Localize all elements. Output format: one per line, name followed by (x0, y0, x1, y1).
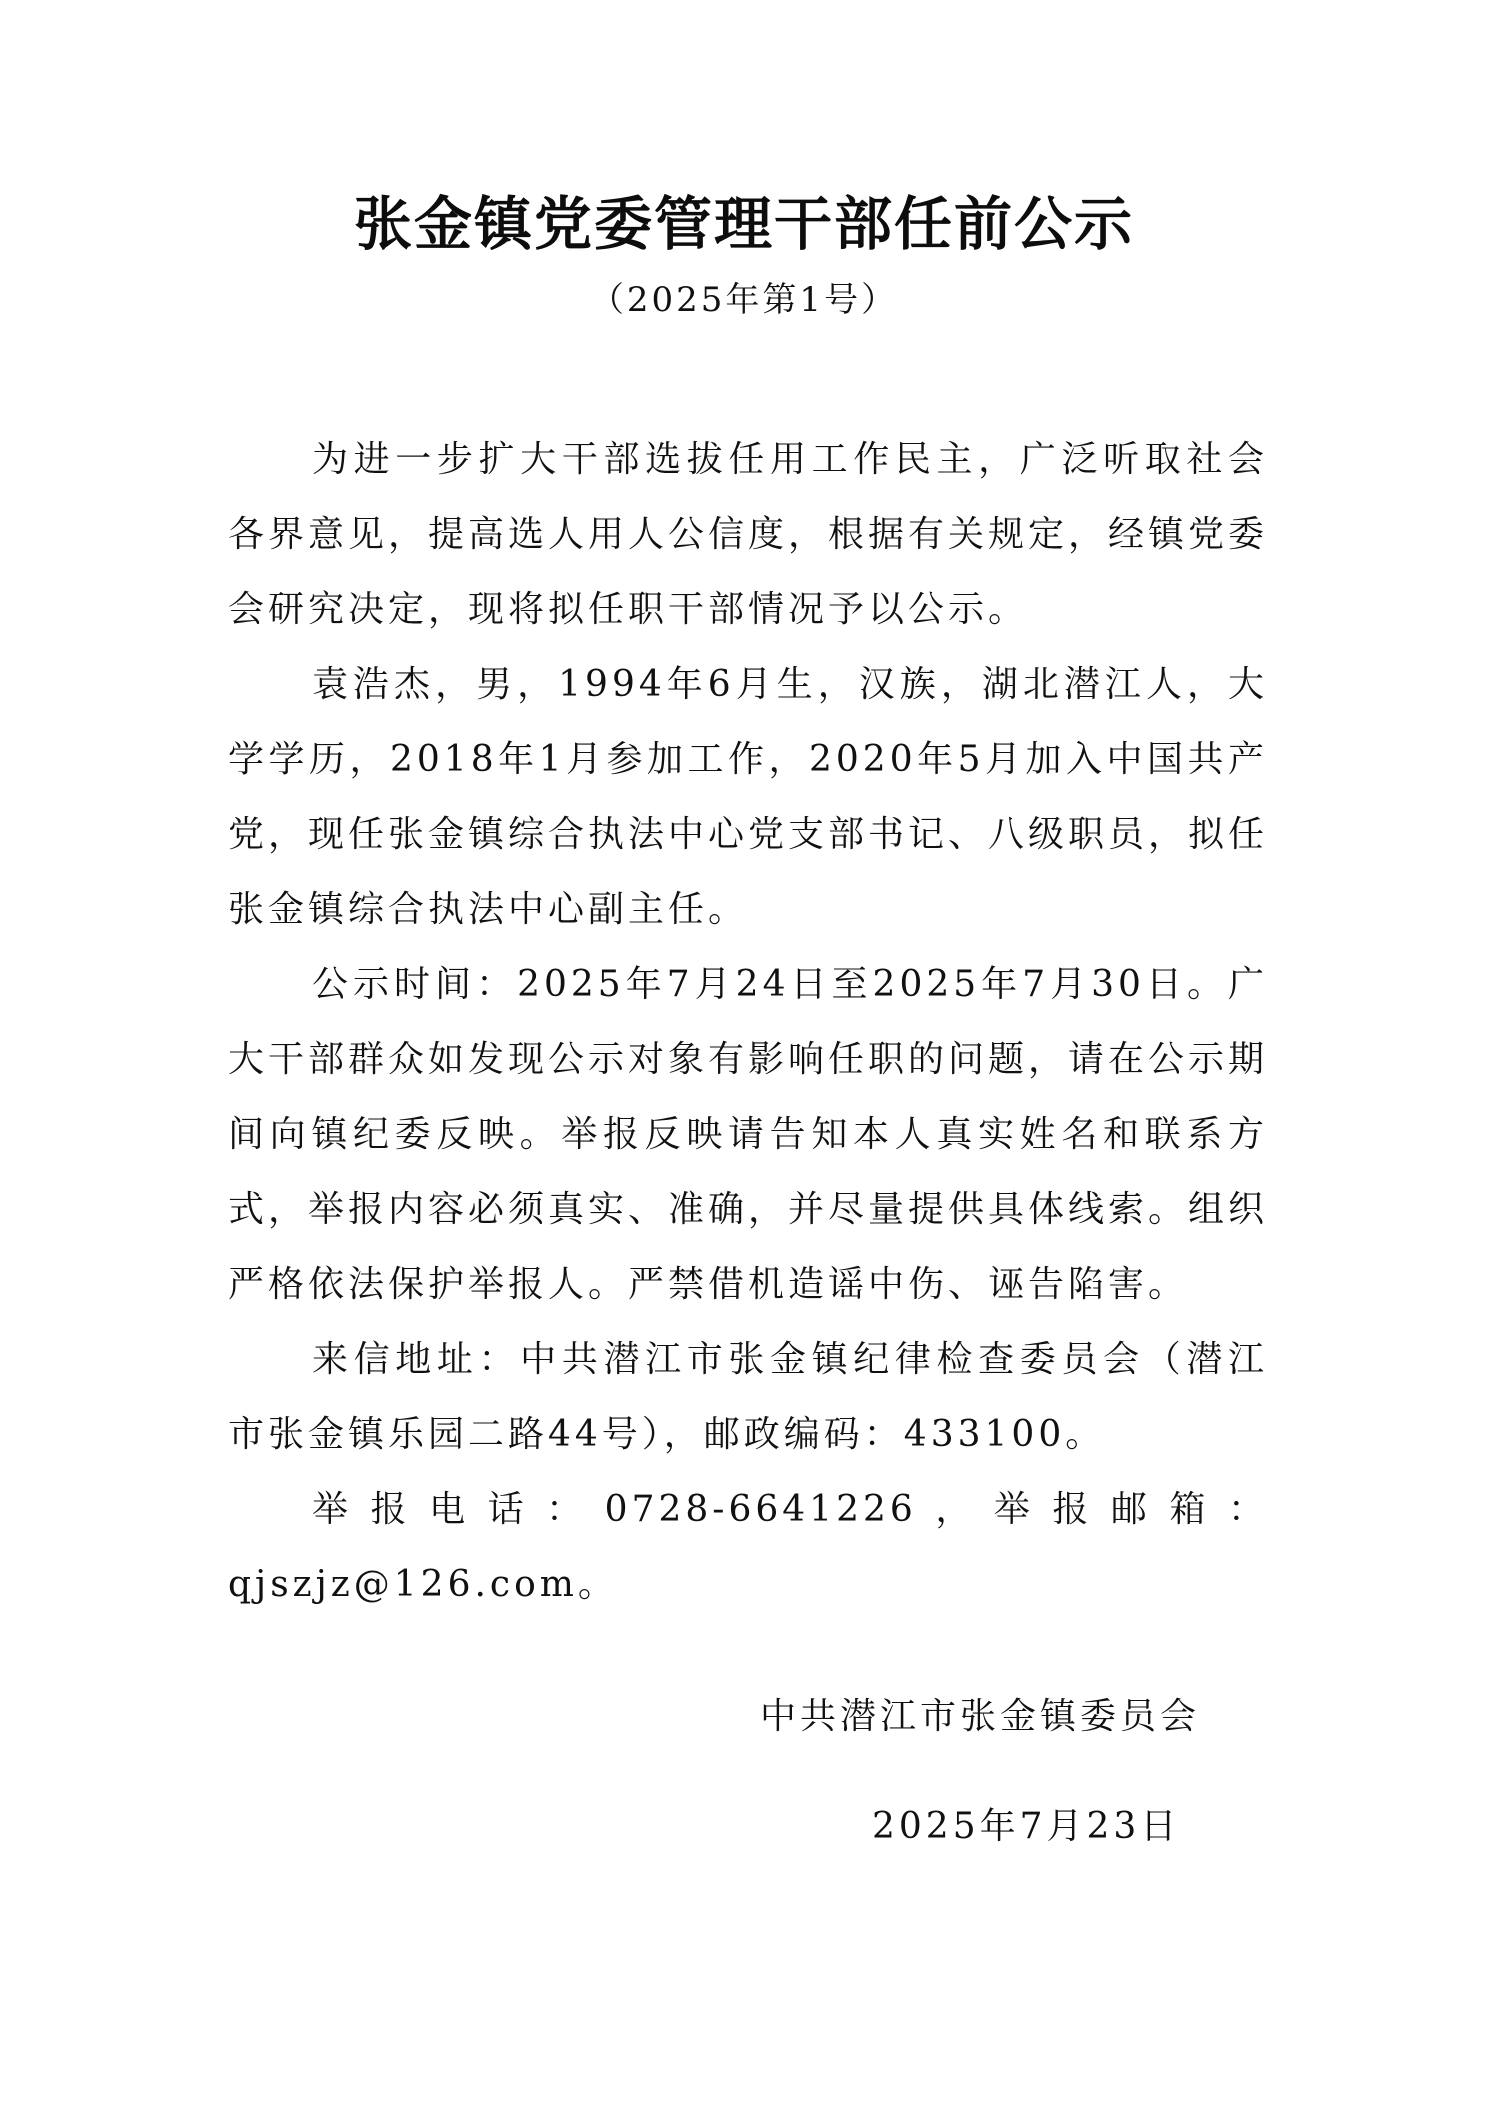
issue-date: 2025年7月23日 (872, 1806, 1181, 1847)
document-title: 张金镇党委管理干部任前公示 (353, 190, 1134, 258)
paragraph-intro: 为进一步扩大干部选拔任用工作民主，广泛听取社会各界意见，提高选人用人公信度，根据有关规定，经镇党委会研究决定，现将拟任职干部情况予以公示。 (228, 439, 1269, 630)
document-body (228, 422, 1268, 1622)
document-number: （2025年第1号） (589, 280, 899, 320)
paragraph-candidate: 袁浩杰，男，1994年6月生，汉族，湖北潜江人，大学学历，2018年1月参加工作，2020年5月加入中国共产党，现任张金镇综合执法中心党支部书记、八级职员，拟任张金镇综合执法中心副主任。 (228, 664, 1269, 930)
issuer-signature: 中共潜江市张金镇委员会 (760, 1696, 1201, 1737)
paragraph-contact: 举报电话：0728-6641226，举报邮箱：qjszjz@126.com。 (228, 1489, 1268, 1605)
paragraph-period: 公示时间：2025年7月24日至2025年7月30日。广大干部群众如发现公示对象有影响任职的问题，请在公示期间向镇纪委反映。举报反映请告知本人真实姓名和联系方式，举报内容必须真实、准确，并尽量提供具体线索。组织严格依法保护举报人。严禁借机造谣中伤、诬告陷害。 (228, 964, 1269, 1305)
paragraph-address: 来信地址：中共潜江市张金镇纪律检查委员会（潜江市张金镇乐园二路44号），邮政编码：433100。 (228, 1339, 1268, 1455)
